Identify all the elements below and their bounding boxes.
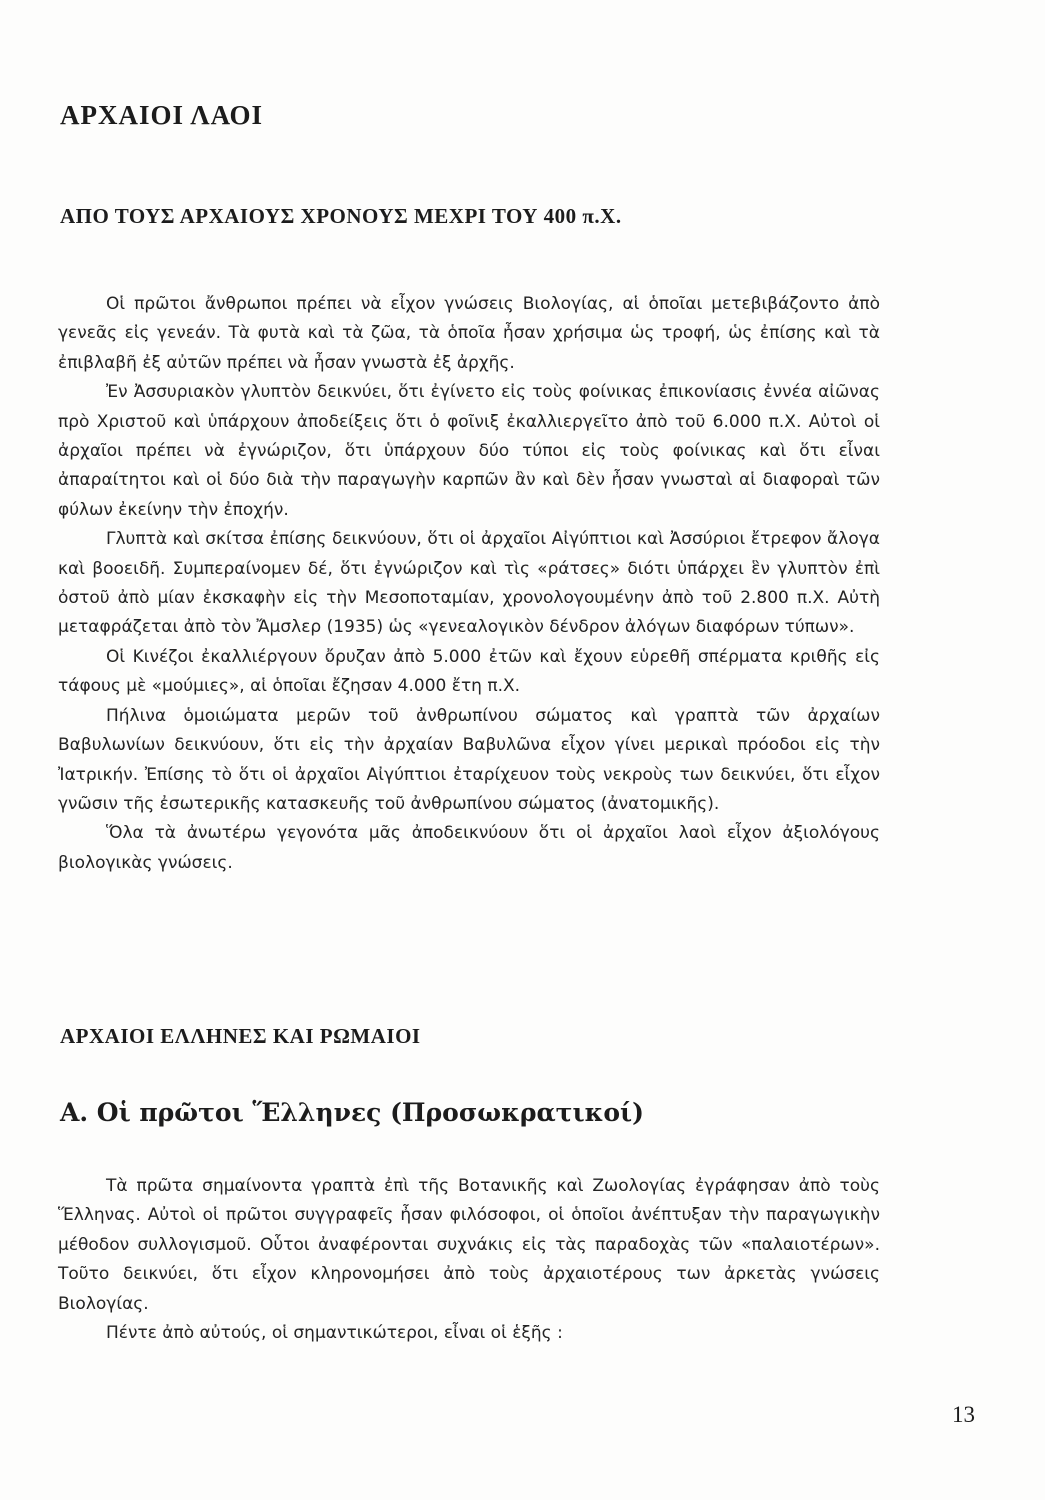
- section2-body: [58, 1172, 880, 1348]
- paragraph: Ὅλα τὰ ἀνωτέρω γεγονότα μᾶς ἀποδεικνύουν ὅτι οἱ ἀρχαῖοι λαοὶ εἶχον ἀξιολόγους βιολογικὰς γνώσεις.: [58, 823, 880, 873]
- chapter-title: ΑΡΧΑΙΟΙ ΛΑΟΙ: [60, 100, 264, 130]
- paragraph: Οἱ πρῶτοι ἄνθρωποι πρέπει νὰ εἶχον γνώσεις Βιολογίας, αἱ ὁποῖαι μετεβιβάζοντο ἀπὸ γενεᾶς εἰς γενεάν. Τὰ φυτὰ καὶ τὰ ζῶα, τὰ ὁποῖα ἦσαν χρήσιμα ὡς τροφή, ὡς ἐπίσης καὶ τὰ ἐπιβλαβῆ ἐξ αὐτῶν πρέπει νὰ ἦσαν γνωστὰ ἐξ ἀρχῆς.: [58, 294, 880, 373]
- section-heading-ancient-times: ΑΠΟ ΤΟΥΣ ΑΡΧΑΙΟΥΣ ΧΡΟΝΟΥΣ ΜΕΧΡΙ ΤΟΥ 400 π.Χ.: [60, 204, 622, 228]
- paragraph: Πέντε ἀπὸ αὐτούς, οἱ σημαντικώτεροι, εἶναι οἱ ἑξῆς :: [106, 1323, 563, 1344]
- paragraph: Πήλινα ὁμοιώματα μερῶν τοῦ ἀνθρωπίνου σώματος καὶ γραπτὰ τῶν ἀρχαίων Βαβυλωνίων δεικνύουν, ὅτι εἰς τὴν ἀρχαίαν Βαβυλῶνα εἶχον γίνει μερικαὶ πρόοδοι εἰς τὴν Ἰατρικήν. Ἐπίσης τὸ ὅτι οἱ ἀρχαῖοι Αἰγύπτιοι ἐταρίχευον τοὺς νεκροὺς των δεικνύει, ὅτι εἶχον γνῶσιν τῆς ἐσωτερικῆς κατασκευῆς τοῦ ἀνθρωπίνου σώματος (ἀνατομικῆς).: [58, 705, 880, 814]
- page-number: 13: [952, 1402, 975, 1427]
- paragraph: Ἐν Ἀσσυριακὸν γλυπτὸν δεικνύει, ὅτι ἐγίνετο εἰς τοὺς φοίνικας ἐπικονίασις ἐννέα αἰῶνας πρὸ Χριστοῦ καὶ ὑπάρχουν ἀποδείξεις ὅτι ὁ φοῖνιξ ἐκαλλιεργεῖτο ἀπὸ τοῦ 6.000 π.Χ. Αὐτοὶ οἱ ἀρχαῖοι πρέπει νὰ ἐγνώριζον, ὅτι ὑπάρχουν δύο τύποι εἰς τοὺς φοίνικας καὶ ὅτι εἶναι ἀπαραίτητοι καὶ οἱ δύο διὰ τὴν παραγωγὴν καρπῶν ἂν καὶ δὲν ἦσαν γνωσταὶ αἱ διαφοραὶ τῶν φύλων ἐκείνην τὴν ἐποχήν.: [58, 382, 880, 520]
- section1-body: [58, 290, 880, 878]
- paragraph: Γλυπτὰ καὶ σκίτσα ἐπίσης δεικνύουν, ὅτι οἱ ἀρχαῖοι Αἰγύπτιοι καὶ Ἀσσύριοι ἔτρεφον ἄλογα καὶ βοοειδῆ. Συμπεραίνομεν δέ, ὅτι ἐγνώριζον καὶ τὶς «ράτσες» διότι ὑπάρχει ἓν γλυπτὸν ἐπὶ ὀστοῦ ἀπὸ μίαν ἐκσκαφὴν εἰς τὴν Μεσοποταμίαν, χρονολογουμένην ἀπὸ τοῦ 2.800 π.Χ. Αὐτὴ μεταφράζεται ἀπὸ τὸν Ἄμσλερ (1935) ὡς «γενεαλογικὸν δένδρον ἀλόγων διαφόρων τύπων».: [58, 529, 880, 638]
- paragraph: Οἱ Κινέζοι ἐκαλλιέργουν ὄρυζαν ἀπὸ 5.000 ἐτῶν καὶ ἔχουν εὑρεθῆ σπέρματα κριθῆς εἰς τάφους μὲ «μούμιες», αἱ ὁποῖαι ἔζησαν 4.000 ἔτη π.Χ.: [58, 646, 880, 697]
- section-heading-greeks-romans: ΑΡΧΑΙΟΙ ΕΛΛΗΝΕΣ ΚΑΙ ΡΩΜΑΙΟΙ: [60, 1024, 421, 1048]
- subsection-heading-presocratics: Α. Οἱ πρῶτοι Ἕλληνες (Προσωκρατικοί): [60, 1098, 644, 1127]
- paragraph: Τὰ πρῶτα σημαίνοντα γραπτὰ ἐπὶ τῆς Βοτανικῆς καὶ Ζωολογίας ἐγράφησαν ἀπὸ τοὺς Ἕλληνας. Αὐτοὶ οἱ πρῶτοι συγγραφεῖς ἦσαν φιλόσοφοι, οἱ ὁποῖοι ἀνέπτυξαν τὴν παραγωγικὴν μέθοδον συλλογισμοῦ. Οὗτοι ἀναφέρονται συχνάκις εἰς τὰς παραδοχὰς τῶν «παλαιοτέρων». Τοῦτο δεικνύει, ὅτι εἶχον κληρονομήσει ἀπὸ τοὺς ἀρχαιοτέρους των ἀρκετὰς γνώσεις Βιολογίας.: [58, 1176, 880, 1314]
